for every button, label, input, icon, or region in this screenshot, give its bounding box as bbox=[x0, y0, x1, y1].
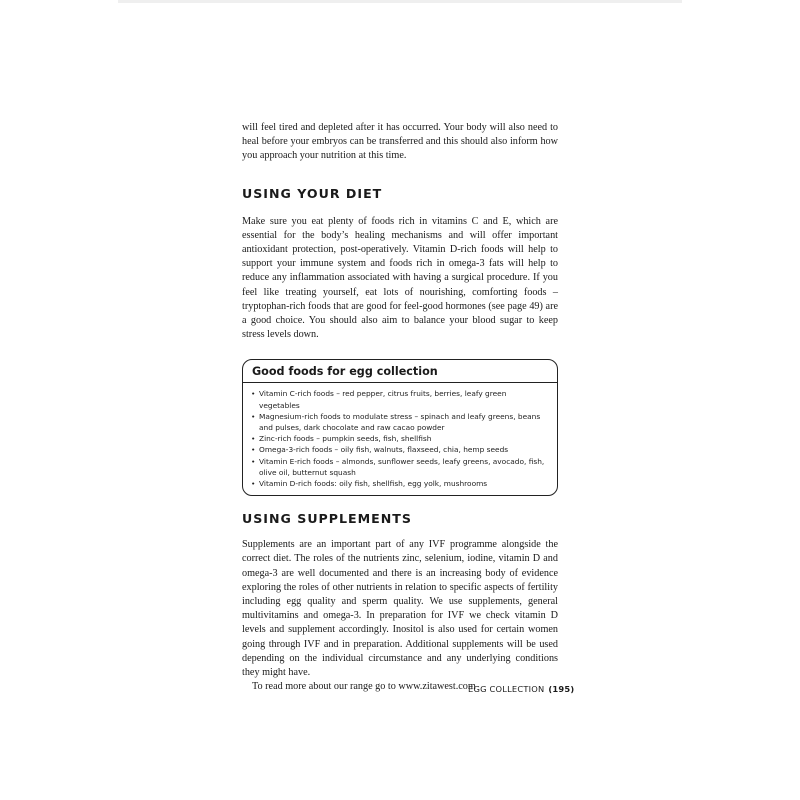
good-foods-title: Good foods for egg collection bbox=[243, 360, 557, 383]
list-item: • Magnesium-rich foods to modulate stress – spinach and leafy greens, beans and pulses, dark chocolate and raw cacao powder bbox=[251, 411, 541, 433]
page-footer bbox=[468, 684, 574, 694]
page-top-edge bbox=[118, 0, 682, 3]
bullet-icon: • bbox=[251, 456, 256, 466]
section-heading-diet: USING YOUR DIET bbox=[242, 185, 383, 201]
list-item: • Omega-3-rich foods – oily fish, walnuts, flaxseed, chia, hemp seeds bbox=[251, 445, 509, 455]
good-foods-box bbox=[242, 359, 558, 496]
section-heading-supplements: USING SUPPLEMENTS bbox=[242, 511, 412, 527]
list-item: • Vitamin C-rich foods – red pepper, citrus fruits, berries, leafy green vegetables bbox=[251, 389, 507, 410]
list-item: • Zinc-rich foods – pumpkin seeds, fish, shellfish bbox=[251, 434, 432, 444]
bullet-icon: • bbox=[251, 445, 256, 455]
book-page bbox=[242, 121, 558, 695]
list-item: • Vitamin E-rich foods – almonds, sunflower seeds, leafy greens, avocado, fish, olive oil, butternut squash bbox=[251, 456, 545, 477]
bullet-icon: • bbox=[251, 411, 256, 421]
footer-chapter: EGG COLLECTION bbox=[468, 684, 545, 694]
intro-paragraph: will feel tired and depleted after it has occurred. Your body will also need to heal before your embryos can be transferred and this should also inform how you approach your nutrition at this time. bbox=[242, 122, 558, 162]
list-item: • Vitamin D-rich foods: oily fish, shellfish, egg yolk, mushrooms bbox=[251, 479, 488, 489]
bullet-icon: • bbox=[251, 389, 256, 399]
bullet-icon: • bbox=[251, 479, 256, 489]
bullet-icon: • bbox=[251, 434, 256, 444]
diet-paragraph: Make sure you eat plenty of foods rich in vitamins C and E, which are essential for the body’s healing mechanisms and will offer important antioxidant protection, post-operatively. Vitamin D-rich foods will help to support your immune system and foods rich in omega-3 fats will help to reduce any inflammation associated with having a surgical procedure. If you feel like treating yourself, eat lots of nourishing, comforting foods – tryptophan-rich foods that are good for feel-good hormones (see page 49) are a good choice. You should also aim to balance your blood sugar to keep stress levels down. bbox=[242, 215, 558, 341]
read-more-line: To read more about our range go to www.zitawest.com bbox=[252, 681, 476, 693]
page-number: (195) bbox=[548, 684, 575, 694]
supplements-paragraph: Supplements are an important part of any IVF programme alongside the correct diet. The roles of the nutrients zinc, selenium, iodine, vitamin D and omega-3 are well documented and there is an increasing body of evidence exploring the roles of other nutrients in relation to specific aspects of fertility including egg quality and sperm quality. We use supplements, general multivitamins and omega-3. In preparation for IVF we check vitamin D levels and supplement accordingly. Inositol is also used for certain women going through IVF and in preparation. Additional supplements will be used depending on the individual circumstance and any underlying conditions they might have. bbox=[242, 539, 558, 679]
good-foods-list bbox=[243, 383, 557, 495]
